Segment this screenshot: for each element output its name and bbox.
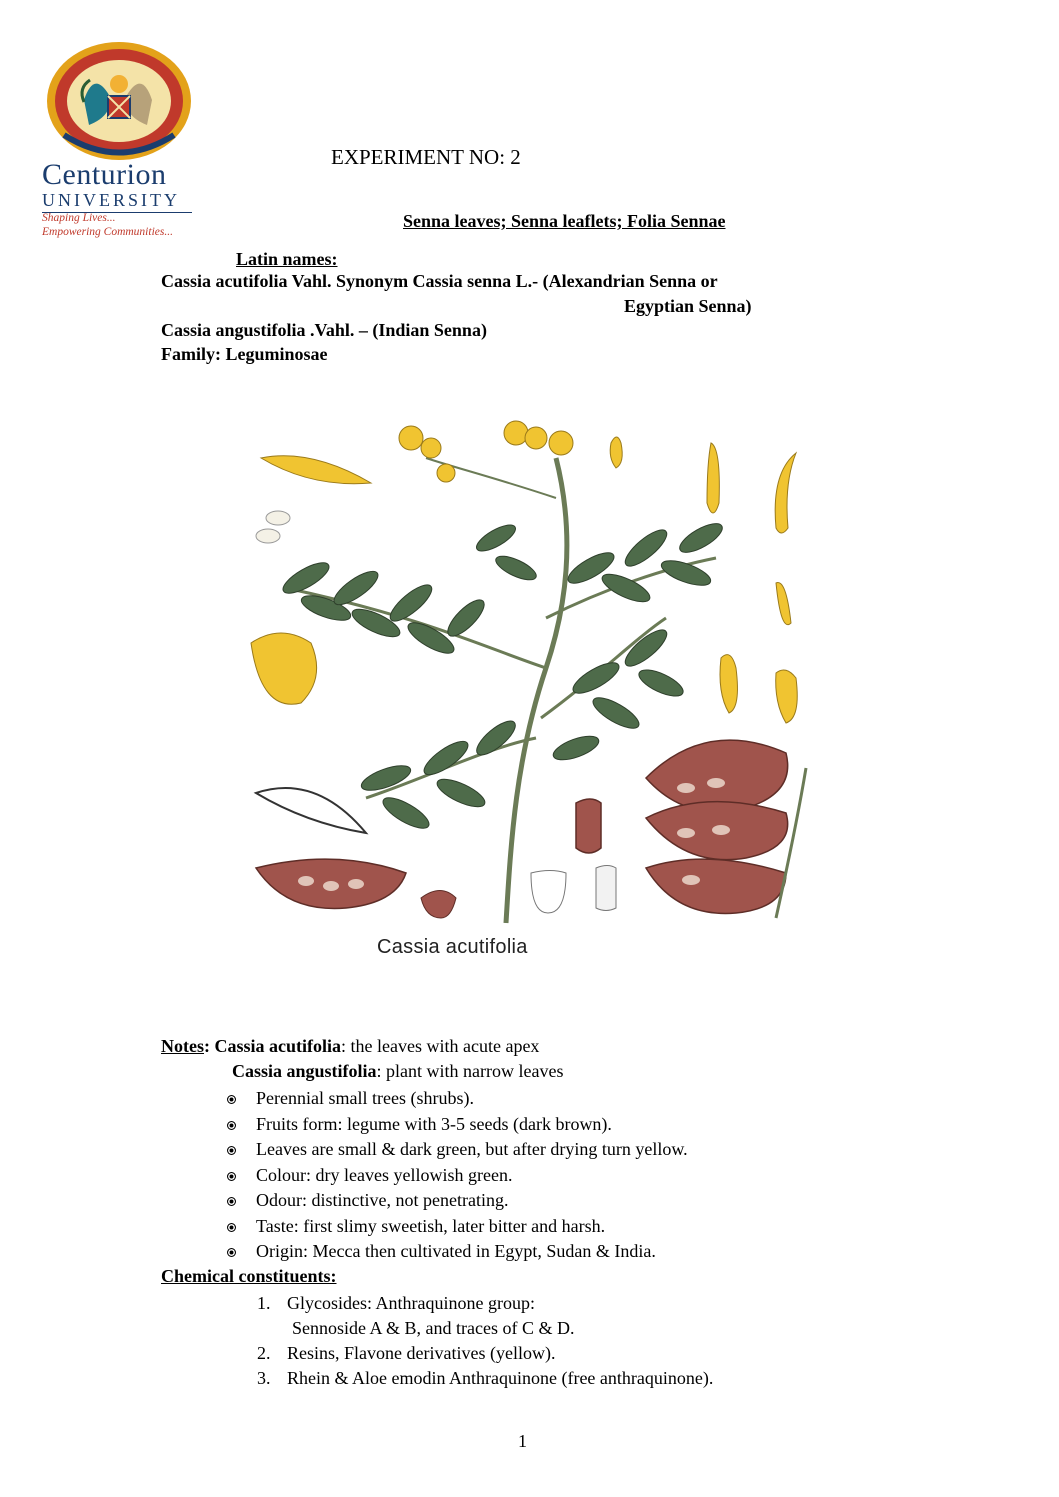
species-2-desc: : plant with narrow leaves xyxy=(376,1061,564,1081)
logo-wordmark-sub: UNIVERSITY xyxy=(42,190,192,213)
bullet-icon xyxy=(227,1172,236,1181)
notes-label: Notes xyxy=(161,1036,204,1056)
family-line: Family: Leguminosae xyxy=(161,344,328,364)
list-item xyxy=(226,1112,688,1138)
notes-line-1 xyxy=(161,1036,539,1057)
bullet-icon xyxy=(227,1197,236,1206)
page-number: 1 xyxy=(518,1431,527,1451)
latin-name-line-2: Cassia angustifolia .Vahl. – (Indian Senna) xyxy=(161,320,487,340)
species-2-name: Cassia angustifolia xyxy=(232,1061,377,1081)
list-item-text: Fruits form: legume with 3-5 seeds (dark brown). xyxy=(256,1113,612,1134)
species-1-name: Cassia acutifolia xyxy=(214,1036,342,1056)
list-item xyxy=(226,1137,688,1163)
item-text: Rhein & Aloe emodin Anthraquinone (free anthraquinone). xyxy=(287,1368,714,1388)
university-emblem-icon xyxy=(44,40,194,162)
list-item-text: Odour: distinctive, not penetrating. xyxy=(256,1190,509,1210)
chemical-constituents-list xyxy=(257,1291,713,1391)
list-item xyxy=(257,1366,713,1391)
item-text: Resins, Flavone derivatives (yellow). xyxy=(287,1343,556,1363)
university-logo xyxy=(36,40,206,240)
latin-name-line-1: Cassia acutifolia Vahl. Synonym Cassia senna L.- (Alexandrian Senna or xyxy=(161,271,718,291)
bullet-icon xyxy=(227,1095,236,1104)
chemical-constituents-heading: Chemical constituents: xyxy=(161,1266,337,1286)
species-1-desc: : the leaves with acute apex xyxy=(341,1036,540,1056)
list-item xyxy=(226,1163,688,1189)
cassia-acutifolia-illustration xyxy=(246,418,816,930)
logo-tagline-1: Shaping Lives... xyxy=(42,212,116,224)
notes-colon: : xyxy=(204,1036,210,1056)
bullet-icon xyxy=(227,1146,236,1155)
list-item-text: Colour: dry leaves yellowish green. xyxy=(256,1164,513,1185)
bullet-icon xyxy=(227,1121,236,1130)
item-number: 3. xyxy=(257,1368,271,1388)
notes-bullet-list xyxy=(226,1086,688,1265)
experiment-title: EXPERIMENT NO: 2 xyxy=(331,145,521,169)
list-item xyxy=(226,1239,688,1265)
item-text: Sennoside A & B, and traces of C & D. xyxy=(292,1318,575,1338)
list-item xyxy=(226,1214,688,1240)
item-number: 2. xyxy=(257,1343,271,1363)
logo-tagline-2: Empowering Communities... xyxy=(42,226,173,238)
logo-wordmark: Centurion xyxy=(42,158,167,191)
latin-names-heading: Latin names: xyxy=(236,249,338,269)
bullet-icon xyxy=(227,1223,236,1232)
list-item-text: Origin: Mecca then cultivated in Egypt, Sudan & India. xyxy=(256,1241,656,1261)
bullet-icon xyxy=(227,1248,236,1257)
latin-name-line-1-cont: Egyptian Senna) xyxy=(624,296,752,316)
list-item xyxy=(226,1188,688,1214)
list-item xyxy=(257,1316,713,1341)
list-item-text: Perennial small trees (shrubs). xyxy=(256,1088,474,1108)
notes-line-2 xyxy=(232,1061,563,1082)
item-number: 1. xyxy=(257,1293,271,1313)
list-item xyxy=(257,1291,713,1316)
list-item-text: Taste: first slimy sweetish, later bitter and harsh. xyxy=(256,1215,606,1236)
list-item-text: Leaves are small & dark green, but after drying turn yellow. xyxy=(256,1139,688,1159)
list-item xyxy=(257,1341,713,1366)
document-heading: Senna leaves; Senna leaflets; Folia Sennae xyxy=(403,211,726,231)
list-item xyxy=(226,1086,688,1112)
illustration-caption: Cassia acutifolia xyxy=(377,936,528,958)
item-text: Glycosides: Anthraquinone group: xyxy=(287,1293,535,1313)
